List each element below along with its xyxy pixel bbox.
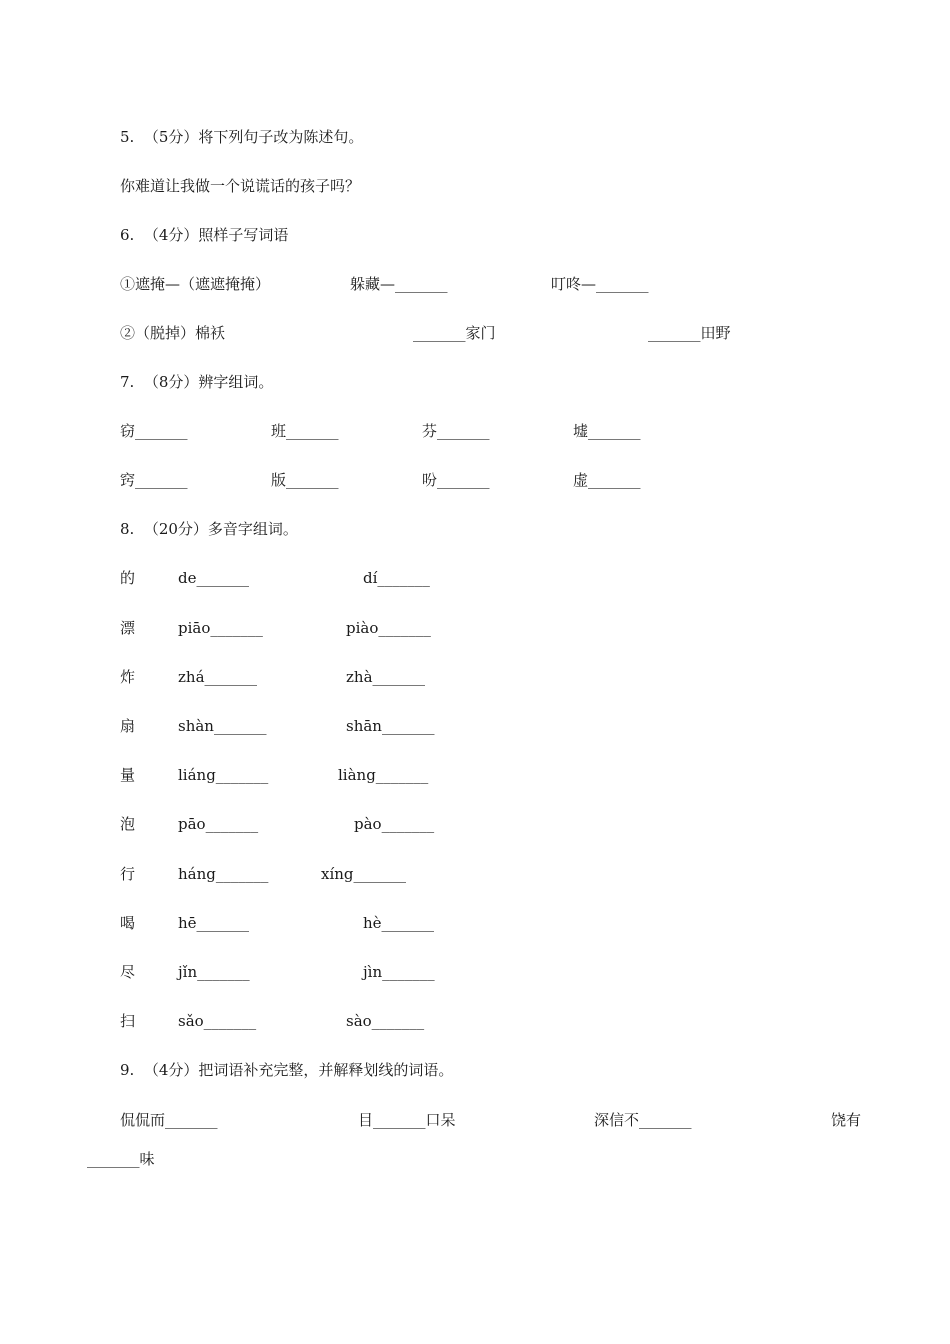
q6-row2-blank-1: _______家门 <box>413 324 496 342</box>
q8-reading-a: piāo_______ <box>178 619 263 637</box>
q8-reading-b: liàng_______ <box>338 766 429 784</box>
q8-reading-b: dí_______ <box>363 569 430 587</box>
q8-reading-b: xíng_______ <box>321 865 407 883</box>
q6-row1-blank-2: 叮咚—_______ <box>551 275 649 293</box>
q8-char: 行 <box>120 865 136 883</box>
q8-char: 的 <box>120 569 136 587</box>
q7-title: 7. （8分）辨字组词。 <box>120 373 274 391</box>
q7-item: 窃_______ <box>120 422 188 440</box>
q9-item: 目_______口呆 <box>358 1111 456 1129</box>
q5-sentence: 你难道让我做一个说谎话的孩子吗？ <box>120 177 361 195</box>
q9-title: 9. （4分）把词语补充完整，并解释划线的词语。 <box>120 1061 454 1079</box>
q7-item: 版_______ <box>271 471 339 489</box>
q6-row2-example: ②（脱掉）棉袄 <box>120 324 226 342</box>
q8-reading-a: sǎo_______ <box>178 1012 257 1030</box>
q8-char: 炸 <box>120 668 136 686</box>
q8-reading-b: shān_______ <box>346 717 435 735</box>
q8-reading-a: zhá_______ <box>178 668 258 686</box>
q9-item: 深信不_______ <box>594 1111 692 1129</box>
q6-row1-example: ①遮掩—（遮遮掩掩） <box>120 275 271 293</box>
q8-reading-a: jǐn_______ <box>178 963 250 981</box>
q8-char: 量 <box>120 766 136 784</box>
q8-reading-b: zhà_______ <box>346 668 426 686</box>
q6-row2-blank-2: _______田野 <box>648 324 731 342</box>
q7-item: 窍_______ <box>120 471 188 489</box>
q8-char: 尽 <box>120 963 136 981</box>
q6-title: 6. （4分）照样子写词语 <box>120 226 289 244</box>
q8-reading-a: shàn_______ <box>178 717 267 735</box>
q8-reading-b: jìn_______ <box>363 963 435 981</box>
q7-item: 虚_______ <box>573 471 641 489</box>
q8-title: 8. （20分）多音字组词。 <box>120 520 298 538</box>
q8-char: 扇 <box>120 717 136 735</box>
q6-row1-blank-1: 躲藏—_______ <box>350 275 448 293</box>
q8-char: 泡 <box>120 815 136 833</box>
q7-item: 班_______ <box>271 422 339 440</box>
q8-reading-b: piào_______ <box>346 619 431 637</box>
q7-item: 吩_______ <box>422 471 490 489</box>
q8-char: 喝 <box>120 914 136 932</box>
q8-reading-a: pāo_______ <box>178 815 259 833</box>
q8-reading-b: pào_______ <box>354 815 435 833</box>
q8-reading-a: de_______ <box>178 569 249 587</box>
q9-item: 饶有 <box>831 1111 862 1129</box>
q9-item-wrap: _______味 <box>87 1150 155 1168</box>
q8-reading-a: liáng_______ <box>178 766 269 784</box>
q8-reading-a: hē_______ <box>178 914 250 932</box>
q8-char: 漂 <box>120 619 136 637</box>
q8-reading-b: hè_______ <box>363 914 435 932</box>
q7-item: 芬_______ <box>422 422 490 440</box>
q8-char: 扫 <box>120 1012 136 1030</box>
q8-reading-b: sào_______ <box>346 1012 425 1030</box>
q5-title: 5. （5分）将下列句子改为陈述句。 <box>120 128 364 146</box>
q9-item: 侃侃而_______ <box>120 1111 218 1129</box>
q8-reading-a: háng_______ <box>178 865 269 883</box>
q7-item: 墟_______ <box>573 422 641 440</box>
